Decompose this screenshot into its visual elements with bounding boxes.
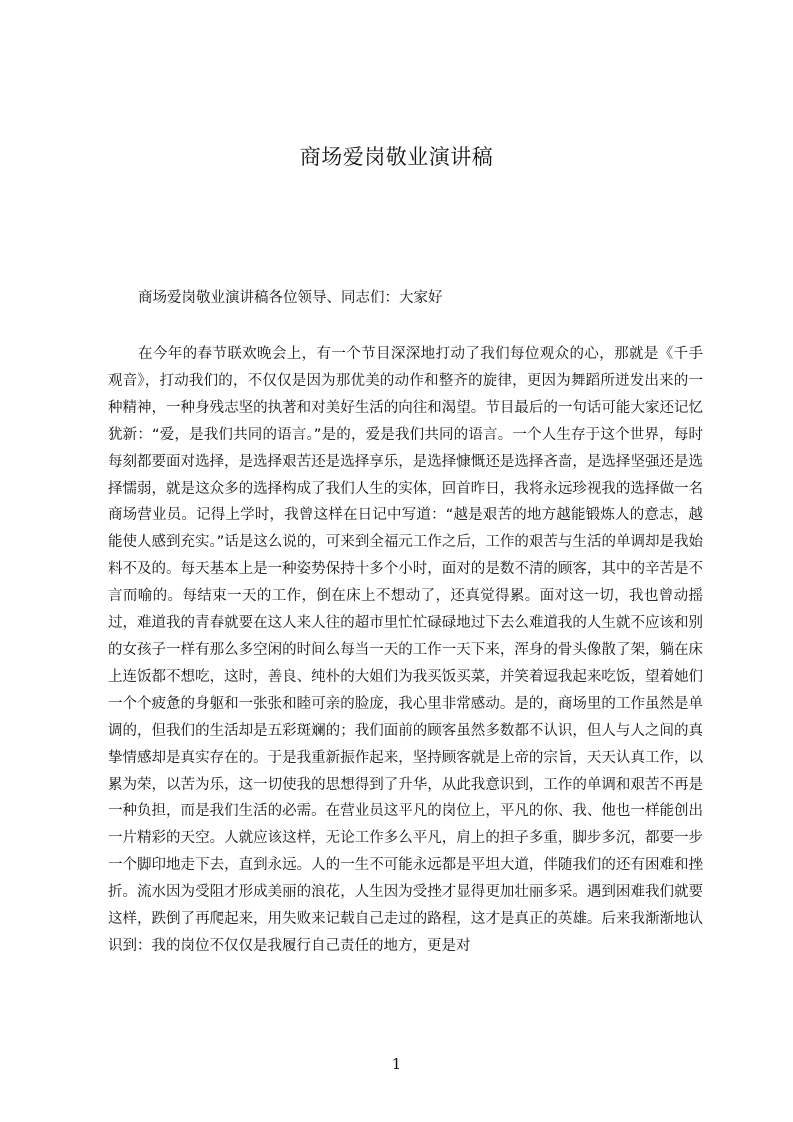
page-number: 1: [391, 1055, 402, 1073]
salutation-paragraph: 商场爱岗敬业演讲稿各位领导、同志们：大家好: [138, 290, 443, 306]
speech-body-paragraph: 在今年的春节联欢晚会上，有一个节目深深地打动了我们每位观众的心，那就是《千手观音》，打动我们的，不仅仅是因为那优美的动作和整齐的旋律，更因为舞蹈所迸发出来的一种精神，一种身残志坚的执著和对美好生活的向往和渴望。节目最后的一句话可能大家还记忆犹新：“爱，是我们共同的语言。”是的，爱是我们共同的语言。一个人生存于这个世界，每时每刻都要面对选择，是选择艰苦还是选择享乐，是选择慷慨还是选择吝啬，是选择坚强还是选择懦弱，就是这众多的选择构成了我们人生的实体，回首昨日，我将永远珍视我的选择做一名商场营业员。记得上学时，我曾这样在日记中写道：“越是艰苦的地方越能锻炼人的意志，越能使人感到充实。”话是这么说的，可来到全福元工作之后，工作的艰苦与生活的单调却是我始料不及的。每天基本上是一种姿势保持十多个小时，面对的是数不清的顾客，其中的辛苦是不言而喻的。每结束一天的工作，倒在床上不想动了，还真觉得累。面对这一切，我也曾动摇过，难道我的青春就要在这人来人往的超市里忙忙碌碌地过下去么难道我的人生就不应该和别的女孩子一样有那么多空闲的时间么每当一天的工作一天下来，浑身的骨头像散了架，躺在床上连饭都不想吃，这时，善良、纯朴的大姐们为我买饭买菜，并笑着逗我起来吃饭，望着她们一个个疲惫的身躯和一张张和睦可亲的脸庞，我心里非常感动。是的，商场里的工作虽然是单调的，但我们的生活却是五彩斑斓的；我们面前的顾客虽然多数都不认识，但人与人之间的真挚情感却是真实存在的。于是我重新振作起来，坚持顾客就是上帝的宗旨，天天认真工作，以累为荣，以苦为乐，这一切使我的思想得到了升华，从此我意识到，工作的单调和艰苦不再是一种负担，而是我们生活的必需。在营业员这平凡的岗位上，平凡的你、我、他也一样能创出一片精彩的天空。人就应该这样，无论工作多么平凡，肩上的担子多重，脚步多沉，都要一步一个脚印地走下去，直到永远。人的一生不可能永远都是平坦大道，伴随我们的还有困难和挫折。流水因为受阻才形成美丽的浪花，人生因为受挫才显得更加壮丽多采。遇到困难我们就要这样，跌倒了再爬起来，用失败来记载自己走过的路程，这才是真正的英雄。后来我渐渐地认识到：我的岗位不仅仅是我履行自己责任的地方，更是对: [108, 346, 703, 954]
document-title: 商场爱岗敬业演讲稿: [299, 145, 494, 169]
